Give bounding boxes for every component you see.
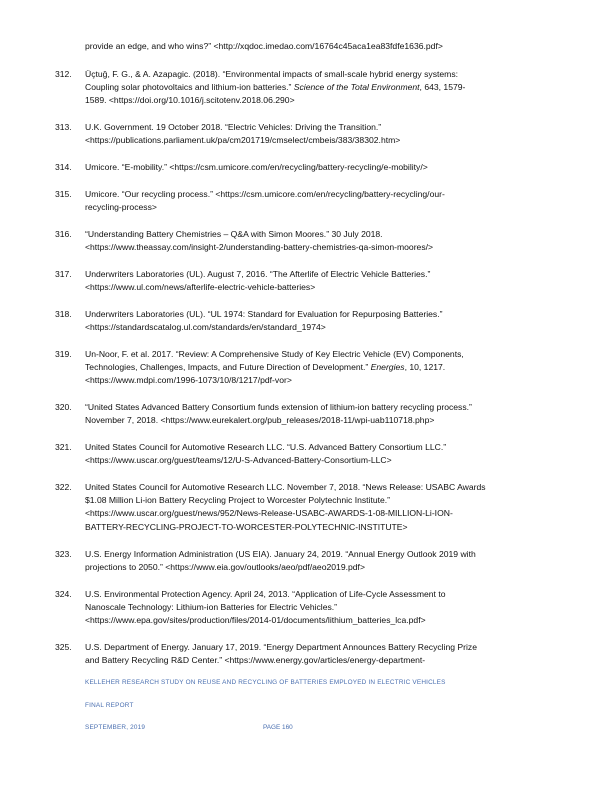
reference-number: 318. [55, 309, 72, 319]
reference-line-text: Underwriters Laboratories (UL). “UL 1974: Standard for Evaluation for Repurposing Batteries.” [85, 309, 443, 319]
reference-line [85, 281, 560, 294]
reference-line [85, 188, 560, 201]
reference-line [85, 441, 560, 454]
reference-line-text: <https://www.theassay.com/insight-2/understanding-battery-chemistries-qa-simon-moores/> [85, 242, 434, 253]
reference-number: 320. [55, 402, 72, 412]
reference-entry [55, 441, 560, 467]
reference-text [85, 481, 560, 534]
reference-line-text: and Battery Recycling R&D Center.” <https://www.energy.gov/articles/energy-department- [85, 655, 426, 666]
reference-line-text: , 10, 1217. [404, 362, 446, 373]
reference-text [85, 68, 560, 108]
reference-line-text: U.S. Energy Information Administration (US EIA). January 24, 2019. “Annual Energy Outlook 2019 with [85, 549, 476, 559]
footer-date: SEPTEMBER, 2019 [85, 724, 146, 731]
reference-entry [55, 401, 560, 427]
reference-text [85, 641, 560, 667]
reference-line-text: “Understanding Battery Chemistries – Q&A with Simon Moores.” 30 July 2018. [85, 229, 383, 239]
journal-title: Energies [370, 362, 405, 373]
reference-line-text: <https://standardscatalog.ul.com/standards/en/standard_1974> [85, 322, 326, 333]
reference-line [85, 481, 560, 494]
reference-line-text: <https://www.uscar.org/guest/news/952/News-Release-USABC-AWARDS-1-08-MILLION-Li-ION- [85, 508, 453, 519]
reference-line-text: November 7, 2018. <https://www.eurekalert.org/pub_releases/2018-11/wpi-uab110718.php> [85, 415, 435, 426]
reference-line [85, 374, 560, 387]
reference-line [85, 561, 560, 574]
reference-line-text: $1.08 Million Li-ion Battery Recycling Project to Worcester Polytechnic Institute.” [85, 495, 391, 506]
reference-number: 325. [55, 642, 72, 652]
reference-line [85, 68, 560, 81]
reference-number: 312. [55, 69, 72, 79]
reference-continuation: provide an edge, and who wins?” <http://xqdoc.imedao.com/16764c45aca1ea83fdfe1636.pdf> [85, 41, 443, 51]
reference-line [85, 241, 560, 254]
reference-line-text: U.S. Environmental Protection Agency. April 24, 2013. “Application of Life-Cycle Assessment to [85, 589, 446, 599]
reference-number: 316. [55, 229, 72, 239]
reference-line-text: Technologies, Challenges, Impacts, and Future Direction of Development.” [85, 362, 371, 373]
reference-entry [55, 548, 560, 574]
reference-number: 313. [55, 122, 72, 132]
reference-entry [55, 68, 560, 108]
reference-line [85, 521, 560, 534]
reference-line [85, 94, 560, 107]
reference-text [85, 228, 560, 254]
reference-line-text: Umicore. “E-mobility.” <https://csm.umicore.com/en/recycling/battery-recycling/e-mobility/> [85, 162, 428, 172]
reference-number: 322. [55, 482, 72, 492]
reference-line [85, 614, 560, 627]
reference-text [85, 268, 560, 294]
reference-number: 315. [55, 189, 72, 199]
reference-line-text: Underwriters Laboratories (UL). August 7, 2016. “The Afterlife of Electric Vehicle Batteries.” [85, 269, 431, 279]
reference-line-text: U.K. Government. 19 October 2018. “Electric Vehicles: Driving the Transition.” [85, 122, 382, 132]
reference-line-text: <https://publications.parliament.uk/pa/cm201719/cmselect/cmbeis/383/38302.htm> [85, 135, 401, 146]
reference-entry [55, 228, 560, 254]
reference-entry [55, 161, 560, 174]
reference-entry [55, 121, 560, 147]
reference-text [85, 308, 560, 334]
reference-line-text: recycling-process> [85, 202, 157, 213]
reference-number: 323. [55, 549, 72, 559]
reference-entry [55, 188, 560, 214]
reference-line-text: “United States Advanced Battery Consortium funds extension of lithium-ion battery recycling process.” [85, 402, 472, 412]
footer-report: FINAL REPORT [85, 702, 134, 709]
reference-entry [55, 348, 560, 388]
reference-number: 319. [55, 349, 72, 359]
reference-line [85, 401, 560, 414]
reference-text [85, 188, 560, 214]
reference-entry [55, 588, 560, 628]
reference-line [85, 588, 560, 601]
reference-text [85, 588, 560, 628]
reference-number: 324. [55, 589, 72, 599]
reference-line [85, 548, 560, 561]
reference-entry [55, 308, 560, 334]
reference-text [85, 401, 560, 427]
reference-line [85, 81, 560, 94]
reference-line [85, 268, 560, 281]
reference-line-text: <https://www.mdpi.com/1996-1073/10/8/1217/pdf-vor> [85, 375, 292, 386]
reference-text [85, 441, 560, 467]
reference-line-text: Üçtuğ, F. G., & A. Azapagic. (2018). “Environmental impacts of small-scale hybrid energy systems: [85, 69, 459, 79]
reference-line [85, 654, 560, 667]
journal-title: Science of the Total Environment [293, 82, 420, 93]
reference-line [85, 121, 560, 134]
reference-number: 317. [55, 269, 72, 279]
reference-line [85, 134, 560, 147]
reference-number: 321. [55, 442, 72, 452]
reference-line [85, 161, 560, 174]
reference-line-text: 1589. <https://doi.org/10.1016/j.scitotenv.2018.06.290> [85, 95, 295, 106]
reference-line-text: Umicore. “Our recycling process.” <https://csm.umicore.com/en/recycling/battery-recycling/our- [85, 189, 445, 199]
reference-line-text: Coupling solar photovoltaics and lithium-ion batteries.” [85, 82, 294, 93]
reference-text [85, 121, 560, 147]
reference-text [85, 161, 560, 174]
reference-line-text: Nanoscale Technology: Lithium-ion Batteries for Electric Vehicles.” [85, 602, 338, 613]
reference-line [85, 641, 560, 654]
reference-line [85, 601, 560, 614]
reference-number: 314. [55, 162, 72, 172]
reference-line [85, 507, 560, 520]
page-number: PAGE 160 [263, 724, 293, 731]
reference-entry [55, 481, 560, 534]
footer-title: KELLEHER RESEARCH STUDY ON REUSE AND RECYCLING OF BATTERIES EMPLOYED IN ELECTRIC VEHICLES [85, 679, 446, 686]
reference-text [85, 548, 560, 574]
reference-line [85, 228, 560, 241]
reference-line [85, 348, 560, 361]
reference-line [85, 308, 560, 321]
reference-line-text: projections to 2050.” <https://www.eia.gov/outlooks/aeo/pdf/aeo2019.pdf> [85, 562, 365, 573]
reference-line [85, 454, 560, 467]
reference-text [85, 348, 560, 388]
reference-line-text: <https://www.epa.gov/sites/production/files/2014-01/documents/lithium_batteries_lca.pdf> [85, 615, 426, 626]
reference-line-text: BATTERY-RECYCLING-PROJECT-TO-WORCESTER-POLYTECHNIC-INSTITUTE> [85, 521, 408, 532]
reference-line-text: U.S. Department of Energy. January 17, 2019. “Energy Department Announces Battery Recycling Prize [85, 642, 478, 652]
reference-line [85, 361, 560, 374]
reference-line [85, 321, 560, 334]
reference-line-text: <https://www.ul.com/news/afterlife-electric-vehicle-batteries> [85, 282, 316, 293]
reference-entry [55, 268, 560, 294]
reference-line [85, 201, 560, 214]
reference-entry [55, 641, 560, 667]
reference-line [85, 494, 560, 507]
reference-line [85, 414, 560, 427]
reference-line-text: , 643, 1579- [419, 82, 466, 93]
reference-line-text: United States Council for Automotive Research LLC. November 7, 2018. “News Release: USABC Awards [85, 482, 486, 492]
reference-line-text: <https://www.uscar.org/guest/teams/12/U-S-Advanced-Battery-Consortium-LLC> [85, 455, 392, 466]
reference-line-text: United States Council for Automotive Research LLC. “U.S. Advanced Battery Consortium LLC.” [85, 442, 447, 452]
reference-line-text: Un-Noor, F. et al. 2017. “Review: A Comprehensive Study of Key Electric Vehicle (EV) Components, [85, 349, 464, 359]
